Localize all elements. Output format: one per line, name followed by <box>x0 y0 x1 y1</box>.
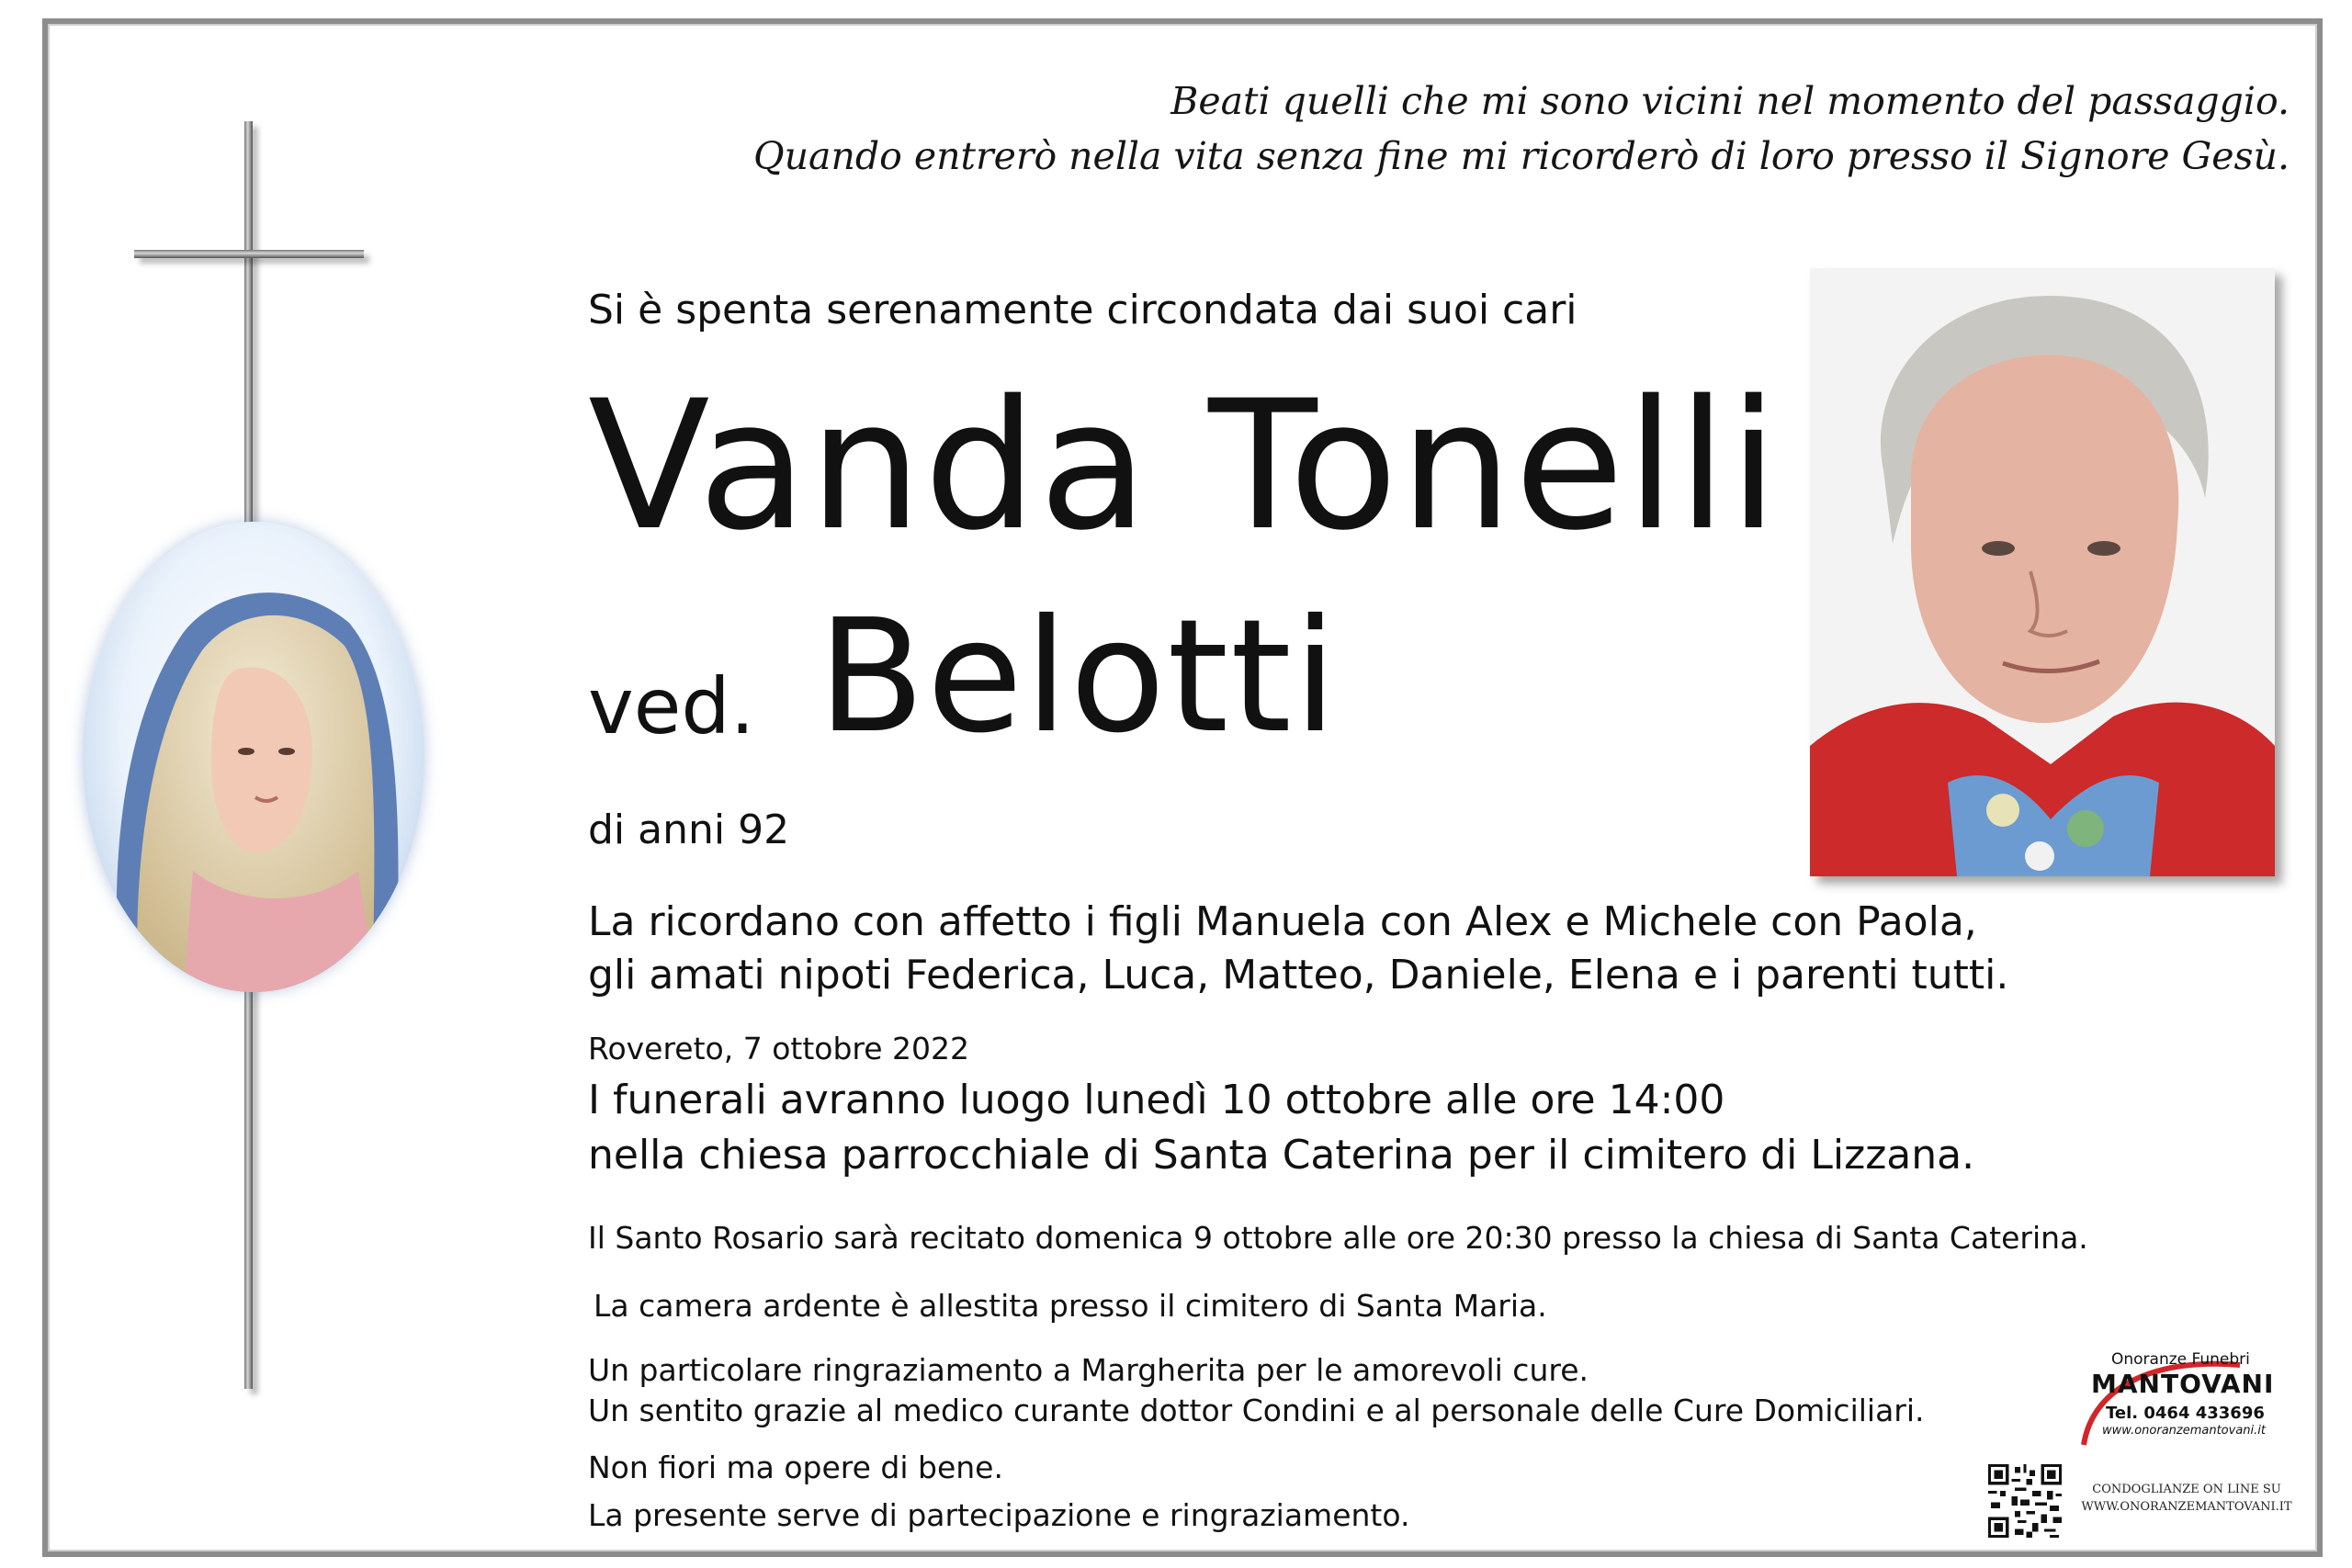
madonna-image <box>83 522 424 992</box>
place-date: Rovereto, 7 ottobre 2022 <box>588 1031 970 1066</box>
funeral-line-1: I funerali avranno luogo lunedì 10 ottobre alle ore 14:00 <box>588 1077 1725 1123</box>
camera-text: La camera ardente è allestita presso il cimitero di Santa Maria. <box>594 1288 1547 1324</box>
family-line-1: La ricordano con affetto i figli Manuela con Alex e Michele con Paola, <box>588 898 1977 945</box>
funeral-home-logo <box>2075 1348 2295 1450</box>
widow-prefix: ved. <box>588 661 755 751</box>
logo-tagline: Onoranze Funebri <box>2111 1350 2250 1369</box>
rosary-text: Il Santo Rosario sarà recitato domenica 9 ottobre alle ore 20:30 presso la chiesa di Santa Caterina. <box>588 1220 2088 1256</box>
condolence-info <box>2076 1481 2297 1516</box>
condolence-line-1: CONDOGLIANZE ON LINE SU <box>2092 1483 2281 1496</box>
age-text: di anni 92 <box>588 807 790 853</box>
portrait-photo <box>1810 268 2275 876</box>
intro-text: Si è spenta serenamente circondata dai suoi cari <box>588 287 1577 333</box>
qr-code-icon <box>1988 1464 2062 1538</box>
deceased-name: Vanda Tonelli <box>588 362 1781 570</box>
logo-name: MANTOVANI <box>2091 1369 2275 1399</box>
thanks-line-1: Un particolare ringraziamento a Margherita per le amorevoli cure. <box>588 1352 1589 1388</box>
quote-line-2: Quando entrerò nella vita senza fine mi ricorderò di loro presso il Signore Gesù. <box>753 134 2290 178</box>
quote-line-1: Beati quelli che mi sono vicini nel momento del passaggio. <box>1170 79 2290 123</box>
closing-text: La presente serve di partecipazione e ringraziamento. <box>588 1497 1410 1533</box>
flowers-text: Non fiori ma opere di bene. <box>588 1450 1003 1485</box>
family-line-2: gli amati nipoti Federica, Luca, Matteo, Daniele, Elena e i parenti tutti. <box>588 952 2009 998</box>
logo-website: www.onoranzemantovani.it <box>2102 1424 2266 1438</box>
condolence-link[interactable]: WWW.ONORANZEMANTOVANI.IT <box>2081 1500 2292 1514</box>
married-name: Belotti <box>818 586 1339 768</box>
cross-bar <box>134 250 364 258</box>
funeral-line-2: nella chiesa parrocchiale di Santa Caterina per il cimitero di Lizzana. <box>588 1132 1975 1179</box>
thanks-line-2: Un sentito grazie al medico curante dottor Condini e al personale delle Cure Domiciliari. <box>588 1393 1925 1428</box>
logo-phone: Tel. 0464 433696 <box>2106 1404 2265 1423</box>
